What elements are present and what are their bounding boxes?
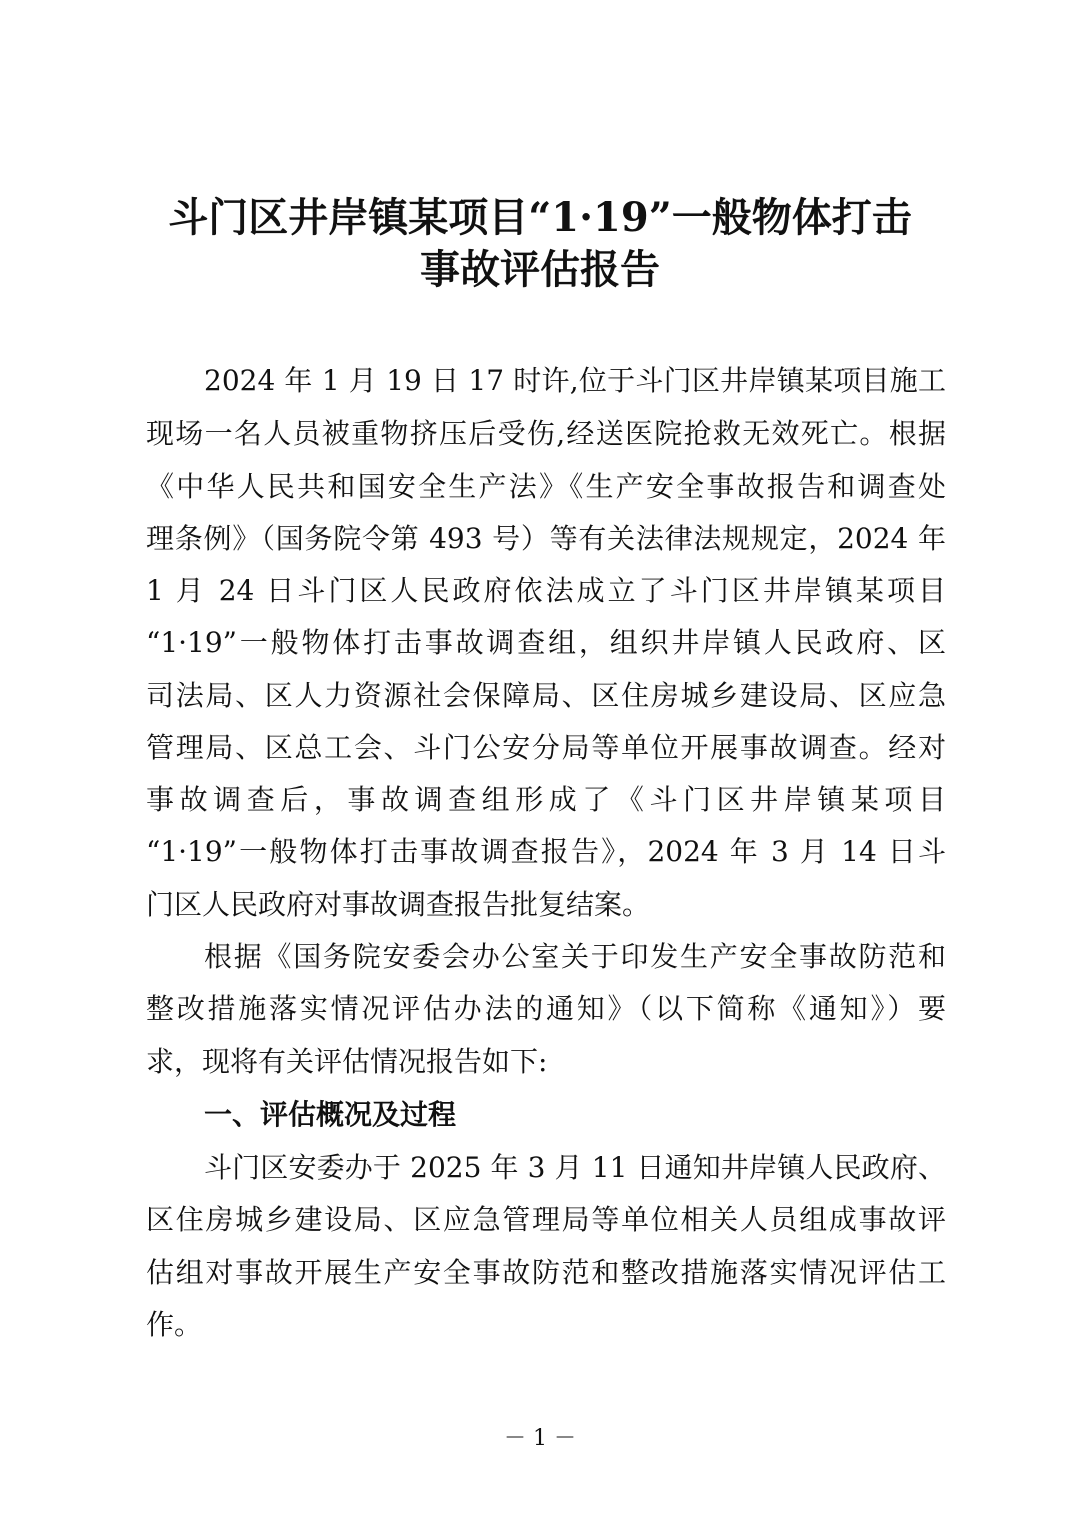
section-1-line-2: 区住房城乡建设局、区应急管理局等单位相关人员组成事故评 <box>146 1203 946 1236</box>
paragraph-1-line-4: 理条例》（国务院令第 493 号）等有关法律法规规定，2024 年 <box>146 522 946 555</box>
paragraph-1-line-2: 现场一名人员被重物挤压后受伤,经送医院抢救无效死亡。根据 <box>146 417 946 450</box>
paragraph-1-line-7: 司法局、区人力资源社会保障局、区住房城乡建设局、区应急 <box>146 679 946 712</box>
document-title-line-2: 事故评估报告 <box>420 246 660 293</box>
paragraph-1-line-8: 管理局、区总工会、斗门公安分局等单位开展事故调查。经对 <box>146 731 946 764</box>
paragraph-1-line-1: 2024 年 1 月 19 日 17 时许,位于斗门区井岸镇某项目施工 <box>204 364 946 397</box>
paragraph-2-line-2: 整改措施落实情况评估办法的通知》（以下简称《通知》）要 <box>146 992 946 1025</box>
paragraph-2-line-3: 求，现将有关评估情况报告如下: <box>146 1045 548 1078</box>
paragraph-1-line-10: “1·19”一般物体打击事故调查报告》，2024 年 3 月 14 日斗 <box>146 835 946 868</box>
paragraph-1-line-11: 门区人民政府对事故调查报告批复结案。 <box>146 888 651 921</box>
paragraph-2-line-1: 根据《国务院安委会办公室关于印发生产安全事故防范和 <box>204 940 946 973</box>
section-1-line-4: 作。 <box>146 1308 203 1341</box>
paragraph-1-line-3: 《中华人民共和国安全生产法》《生产安全事故报告和调查处 <box>146 470 946 503</box>
document-title-line-1: 斗门区井岸镇某项目“1·19”一般物体打击 <box>168 194 912 241</box>
page-number: － 1 － <box>504 1426 576 1451</box>
paragraph-1-line-9: 事故调查后，事故调查组形成了《斗门区井岸镇某项目 <box>146 783 946 816</box>
section-1-line-3: 估组对事故开展生产安全事故防范和整改措施落实情况评估工 <box>146 1256 946 1289</box>
section-heading: 一、评估概况及过程 <box>204 1098 457 1131</box>
paragraph-1-line-6: “1·19”一般物体打击事故调查组，组织井岸镇人民政府、区 <box>146 626 946 659</box>
section-1-line-1: 斗门区安委办于 2025 年 3 月 11 日通知井岸镇人民政府、 <box>204 1151 946 1184</box>
paragraph-1-line-5: 1 月 24 日斗门区人民政府依法成立了斗门区井岸镇某项目 <box>146 574 946 607</box>
